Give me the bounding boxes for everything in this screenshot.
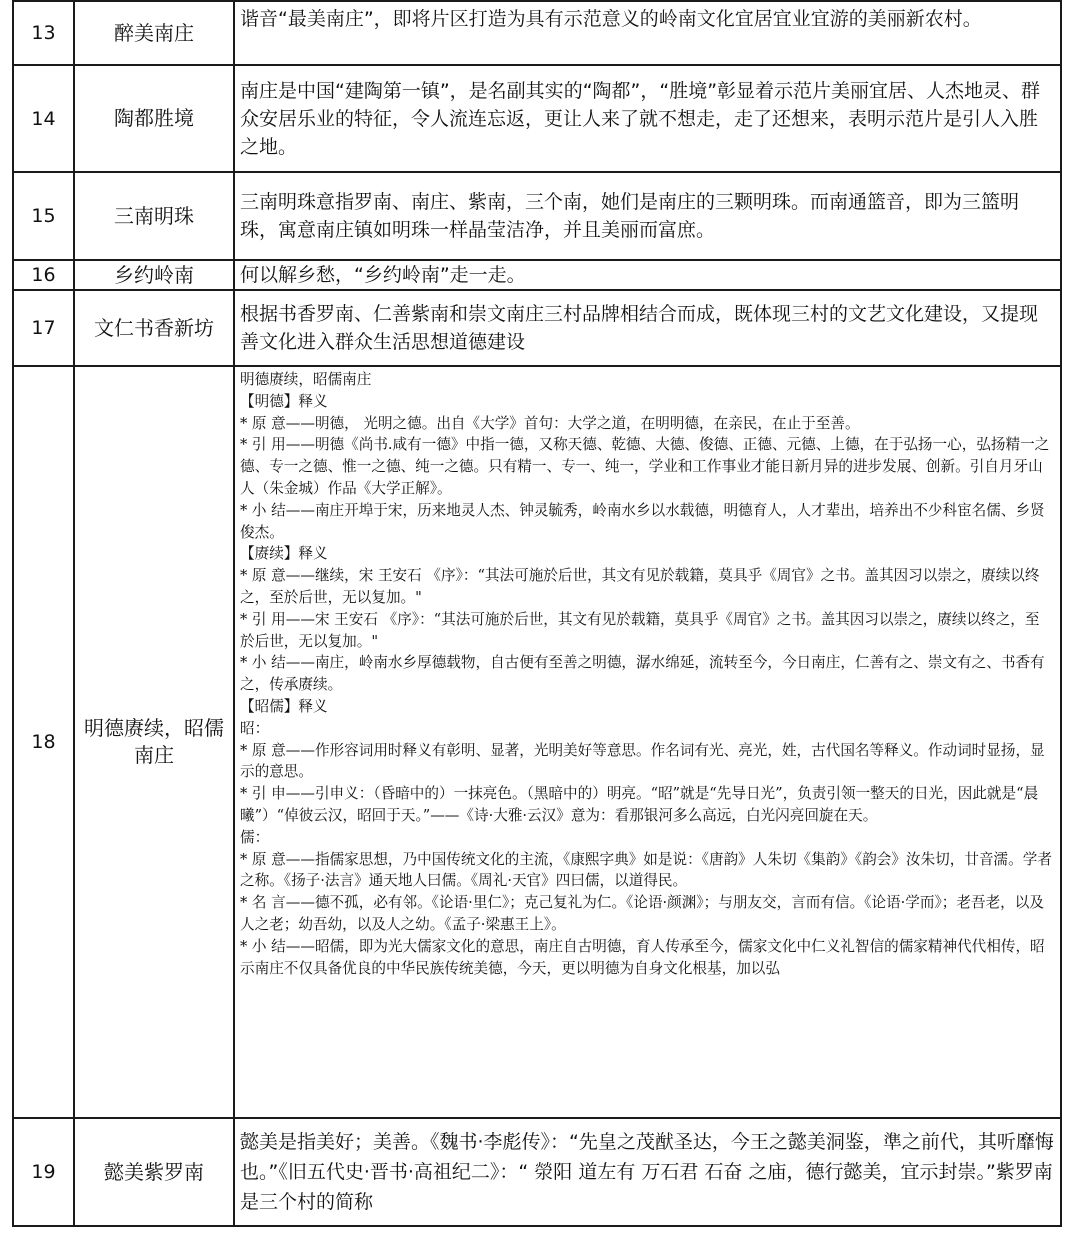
row-name: 明德赓续，昭儒南庄 xyxy=(74,366,234,1118)
row-number: 15 xyxy=(13,172,74,260)
explanation-text xyxy=(240,369,1054,1117)
explanation-line: * 小 结——南庄，岭南水乡厚德载物，自古便有至善之明德，潺水绵延，流转至今，今日南庄，仁善有之、崇文有之、书香有之，传承赓续。 xyxy=(240,654,1045,694)
row-number: 19 xyxy=(13,1118,74,1226)
explanation-line: * 引 申——引申义：（昏暗中的）一抹亮色。（黑暗中的）明亮。“昭”就是“先导日光”，负责引领一整天的日光，因此就是“晨曦”）“倬彼云汉，昭回于天。”——《诗·大雅·云汉》意为：看那银河多么高远，白光闪亮回旋在天。 xyxy=(240,785,1039,824)
explanation-line: 昭： xyxy=(240,719,270,737)
row-description: 懿美是指美好；美善。《魏书·李彪传》：“先皇之茂猷圣达，今王之懿美洞鉴，準之前代，其听靡悔也。”《旧五代史·晋书·高祖纪二》：“ 滎阳 道左有 万石君 石奋 之庙，德行懿美，宜示封崇。”紫罗南是三个村的简称 xyxy=(234,1118,1061,1226)
explanation-line: 明德赓续，昭儒南庄 xyxy=(240,371,372,388)
row-number: 17 xyxy=(13,290,74,366)
explanation-line: * 原 意——明德， 光明之德。出自《大学》首句：大学之道，在明明德，在亲民，在止于至善。 xyxy=(240,414,860,432)
explanation-line: * 小 结——南庄开埠于宋，历来地灵人杰、钟灵毓秀，岭南水乡以水载德，明德育人，人才辈出，培养出不少科宦名儒、乡贤俊杰。 xyxy=(240,501,1045,541)
row-description: 谐音“最美南庄”，即将片区打造为具有示范意义的岭南文化宜居宜业宜游的美丽新农村。 xyxy=(234,1,1061,65)
row-number: 14 xyxy=(13,65,74,172)
table-row xyxy=(13,65,1061,172)
row-name: 文仁书香新坊 xyxy=(74,290,234,366)
row-description: 南庄是中国“建陶第一镇”，是名副其实的“陶都”，“胜境”彰显着示范片美丽宜居、人杰地灵、群众安居乐业的特征，令人流连忘返，更让人来了就不想走，走了还想来，表明示范片是引人入胜之地。 xyxy=(234,65,1061,172)
explanation-line: * 原 意——继续，宋 王安石 《序》：“其法可施於后世，其文有见於载籍，莫具乎《周官》之书。盖其因习以崇之，赓续以终之，至於后世，无以复加。" xyxy=(240,567,1040,606)
explanation-line: * 原 意——作形容词用时释义有彰明、显著，光明美好等意思。作名词有光、亮光，姓，古代国名等释义。作动词时显扬，显示的意思。 xyxy=(240,741,1045,781)
explanation-line: * 小 结——昭儒，即为光大儒家文化的意思，南庄自古明德，育人传承至今，儒家文化中仁义礼智信的儒家精神代代相传，昭示南庄不仅具备优良的中华民族传统美德，今天，更以明德为自身文化根基，加以弘 xyxy=(240,937,1045,977)
table-row xyxy=(13,366,1061,1118)
table-row xyxy=(13,290,1061,366)
table-row xyxy=(13,260,1061,290)
explanation-line: 【明德】释义 xyxy=(240,392,328,410)
row-description: 何以解乡愁，“乡约岭南”走一走。 xyxy=(234,260,1061,290)
explanation-line: 【昭儒】释义 xyxy=(240,697,328,715)
naming-table xyxy=(12,0,1062,1227)
row-number: 13 xyxy=(13,1,74,65)
explanation-line: * 引 用——明德《尚书.咸有一德》中指一德，又称天德、乾德、大德、俊德、正德、元德、上德，在于弘扬一心，弘扬精一之德、专一之德、惟一之德、纯一之德。只有精一、专一、纯一，学业和工作事业才能日新月异的进步发展、创新。引自月牙山人（朱金城）作品《大学正解》。 xyxy=(240,436,1050,497)
row-name: 陶都胜境 xyxy=(74,65,234,172)
row-name: 懿美紫罗南 xyxy=(74,1118,234,1226)
table-row xyxy=(13,1118,1061,1226)
row-name: 三南明珠 xyxy=(74,172,234,260)
table-row xyxy=(13,172,1061,260)
row-name: 乡约岭南 xyxy=(74,260,234,290)
explanation-line: * 名 言——德不孤，必有邻。《论语·里仁》；克己复礼为仁。《论语·颜渊》；与朋友交，言而有信。《论语·学而》；老吾老，以及人之老；幼吾幼，以及人之幼。《孟子·梁惠王上》。 xyxy=(240,894,1044,933)
table-row xyxy=(13,1,1061,65)
explanation-line: 【赓续】释义 xyxy=(240,545,328,563)
row-description: 根据书香罗南、仁善紫南和崇文南庄三村品牌相结合而成，既体现三村的文艺文化建设，又提现善文化进入群众生活思想道德建设 xyxy=(234,290,1061,366)
row-description xyxy=(234,366,1061,1118)
row-number: 18 xyxy=(13,366,74,1118)
row-description: 三南明珠意指罗南、南庄、紫南，三个南，她们是南庄的三颗明珠。而南通篮音，即为三篮明珠，寓意南庄镇如明珠一样晶莹洁净，并且美丽而富庶。 xyxy=(234,172,1061,260)
explanation-line: * 引 用——宋 王安石 《序》：“其法可施於后世，其文有见於载籍，莫具乎《周官》之书。盖其因习以崇之，赓续以终之，至於后世，无以复加。" xyxy=(240,610,1040,650)
explanation-line: 儒： xyxy=(240,828,270,846)
row-name: 醉美南庄 xyxy=(74,1,234,65)
row-number: 16 xyxy=(13,260,74,290)
explanation-line: * 原 意——指儒家思想，乃中国传统文化的主流，《康熙字典》如是说：《唐韵》人朱切《集韵》《韵会》汝朱切，廿音濡。学者之称。《扬子·法言》通天地人曰儒。《周礼·天官》四曰儒，以道得民。 xyxy=(240,850,1052,890)
